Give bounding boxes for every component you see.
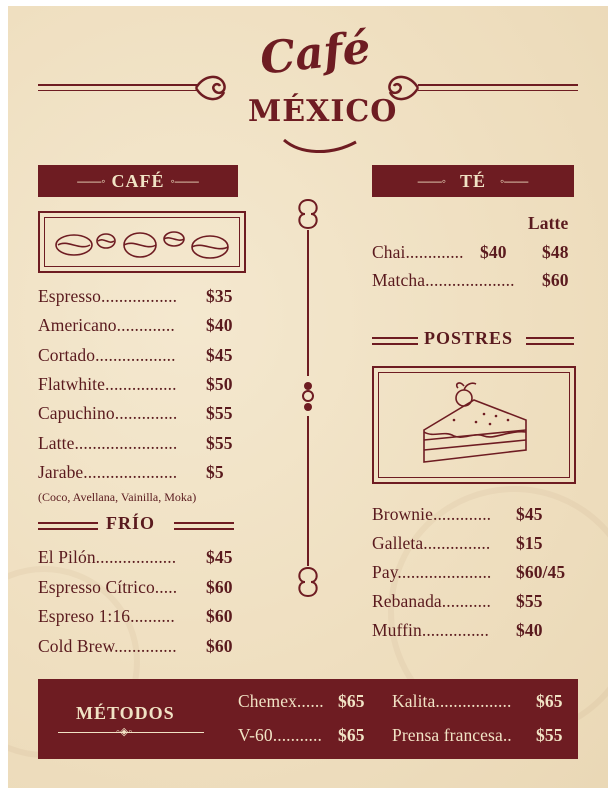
frio-item-price: $60 — [206, 635, 233, 656]
cafe-item-price: $35 — [206, 286, 233, 306]
cafe-item-name: Flatwhite................ — [38, 373, 177, 394]
te-item-name: Chai............. — [372, 242, 464, 262]
cafe-item-name: Latte....................... — [38, 432, 178, 453]
metodos-item-name: V-60........... — [238, 725, 322, 745]
postres-item-name: Muffin............... — [372, 620, 489, 640]
metodos-item-name: Prensa francesa.. — [392, 725, 512, 745]
metodos-item-price: $55 — [536, 725, 563, 745]
postres-rule-right — [526, 337, 574, 339]
postres-item-price: $15 — [516, 533, 543, 553]
cafe-item-name: Cortado.................. — [38, 344, 176, 365]
cafe-item-price: $45 — [206, 344, 233, 365]
metodos-footer — [38, 679, 578, 759]
postres-item-name: Rebanada........... — [372, 591, 492, 611]
header-rule-left-thin — [38, 90, 198, 91]
header-rule-left — [38, 84, 198, 86]
coffee-beans-icon — [52, 225, 232, 261]
cafe-item-price: $40 — [206, 315, 233, 336]
cafe-item-name: Espresso................. — [38, 286, 178, 306]
cafe-item-price: $50 — [206, 373, 233, 394]
cafe-item-price: $55 — [206, 432, 233, 453]
te-latte-header: Latte — [528, 213, 569, 233]
frio-item-price: $60 — [206, 576, 233, 597]
section-title-te: TÉ — [459, 170, 486, 191]
cafe-item-name: Americano............. — [38, 315, 175, 336]
divider-ornament-icon: ◦—— — [500, 173, 529, 188]
cafe-item-name: Capuchino.............. — [38, 403, 178, 424]
logo-cafe: Café — [257, 22, 373, 85]
te-item-name: Matcha.................... — [372, 270, 515, 290]
postres-rule-left — [372, 343, 418, 345]
postres-item-price: $60/45 — [516, 562, 566, 582]
divider-ornament-icon: ◦—— — [170, 173, 199, 188]
frio-item-price: $60 — [206, 606, 233, 626]
divider-ornament-icon: ◦◈◦ — [116, 726, 133, 738]
cafe-item-price: $5 — [206, 461, 224, 482]
metodos-item-price: $65 — [536, 691, 563, 711]
menu-page — [8, 6, 608, 788]
divider-ornament-icon: ——◦ — [77, 173, 106, 188]
frio-rule-right — [174, 528, 234, 530]
center-divider — [291, 196, 325, 601]
postres-item-name: Brownie............. — [372, 504, 492, 524]
te-item-latte-price: $48 — [542, 242, 569, 262]
frio-item-price: $45 — [206, 547, 233, 567]
metodos-item-name: Chemex...... — [238, 691, 324, 711]
section-header-te — [372, 165, 574, 197]
postres-rule-left — [372, 337, 418, 339]
cafe-item-name: Jarabe..................... — [38, 461, 178, 482]
coffee-beans-frame — [38, 211, 246, 273]
jarabe-flavors-note: (Coco, Avellana, Vainilla, Moka) — [38, 490, 197, 504]
section-title-postres: POSTRES — [424, 328, 514, 348]
flourish-icon — [194, 70, 234, 106]
logo-swash-icon — [280, 134, 360, 160]
frio-rule-right — [174, 522, 234, 524]
te-item-price: $60 — [542, 270, 569, 290]
section-header-cafe — [38, 165, 238, 197]
postres-item-name: Galleta............... — [372, 533, 491, 553]
metodos-item-price: $65 — [338, 691, 365, 711]
frio-item-name: Espresso Cítrico..... — [38, 576, 178, 597]
te-item-price: $40 — [480, 242, 507, 262]
header-rule-right-thin — [418, 90, 578, 91]
frio-rule-left — [38, 528, 98, 530]
metodos-item-name: Kalita................. — [392, 691, 512, 711]
postres-item-price: $40 — [516, 620, 543, 640]
cake-frame — [372, 366, 576, 484]
frio-item-name: El Pilón.................. — [38, 547, 177, 567]
metodos-item-price: $65 — [338, 725, 365, 745]
section-title-frio: FRÍO — [106, 513, 155, 533]
frio-rule-left — [38, 522, 98, 524]
cake-slice-icon — [414, 380, 534, 470]
logo-mexico: MÉXICO — [248, 94, 398, 129]
section-title-metodos: MÉTODOS — [76, 703, 175, 723]
frio-item-name: Espreso 1:16.......... — [38, 606, 175, 626]
divider-ornament-icon: ——◦ — [417, 173, 446, 188]
cafe-item-price: $55 — [206, 403, 233, 424]
postres-item-price: $45 — [516, 504, 543, 524]
section-title-cafe: CAFÉ — [111, 170, 165, 191]
postres-item-price: $55 — [516, 591, 543, 611]
header-rule-right — [418, 84, 578, 86]
postres-item-name: Pay..................... — [372, 562, 492, 582]
frio-item-name: Cold Brew.............. — [38, 635, 177, 656]
postres-rule-right — [526, 343, 574, 345]
